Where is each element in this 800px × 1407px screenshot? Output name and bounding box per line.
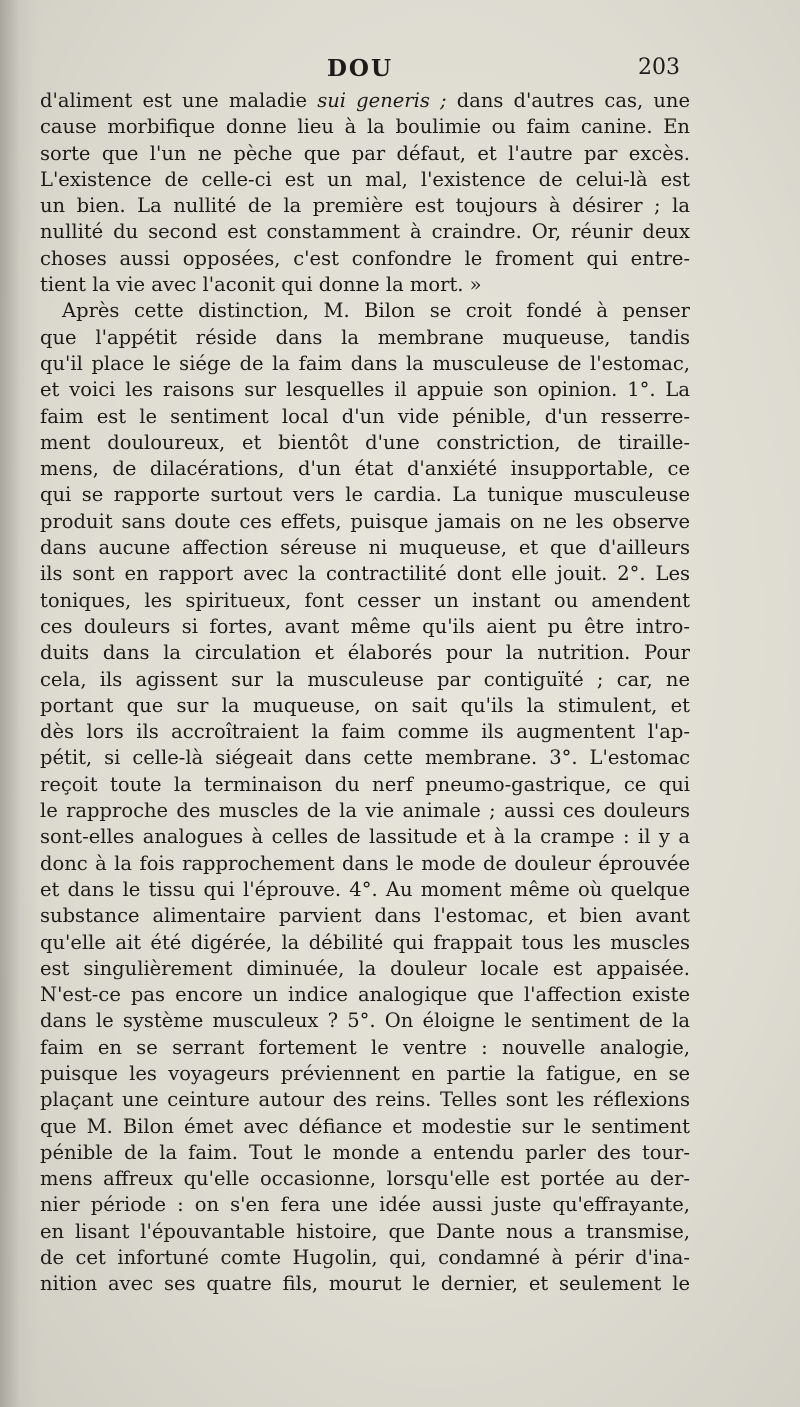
text-line — [40, 745, 690, 771]
line-text: Après cette distinction, M. Bilon se croit fondé à penser — [62, 299, 690, 323]
line-text: tient la vie avec l'aconit qui donne la mort. » — [40, 273, 482, 297]
text-line — [40, 377, 690, 403]
text-line — [40, 693, 690, 719]
text-line — [40, 1114, 690, 1140]
text-line — [40, 88, 690, 114]
text-line — [40, 982, 690, 1008]
line-text: toniques, les spiritueux, font cesser un instant ou amendent — [40, 588, 690, 612]
line-text: et dans le tissu qui l'éprouve. 4°. Au moment même où quelque — [40, 877, 690, 901]
text-line — [40, 1140, 690, 1166]
line-text: nition avec ses quatre fils, mourut le dernier, et seulement le — [40, 1272, 690, 1296]
text-line — [40, 456, 690, 482]
line-text: sorte que l'un ne pèche que par défaut, et l'autre par excès. — [40, 141, 690, 165]
text-line — [40, 535, 690, 561]
text-line — [40, 1192, 690, 1218]
text-line — [40, 640, 690, 666]
text-line — [40, 719, 690, 745]
line-text: duits dans la circulation et élaborés pour la nutrition. Pour — [40, 641, 690, 665]
running-head: DOU — [326, 55, 394, 82]
line-text: un bien. La nullité de la première est toujours à désirer ; la — [40, 194, 690, 218]
line-text: faim est le sentiment local d'un vide pénible, d'un resserre- — [40, 404, 690, 428]
line-text: donc à la fois rapprochement dans le mode de douleur éprouvée — [40, 851, 690, 875]
line-text: plaçant une ceinture autour des reins. Telles sont les réflexions — [40, 1088, 690, 1112]
body-text — [40, 88, 690, 1298]
text-line — [40, 1166, 690, 1192]
text-line — [40, 561, 690, 587]
line-text: faim en se serrant fortement le ventre : nouvelle analogie, — [40, 1035, 690, 1059]
line-text: le rapproche des muscles de la vie animale ; aussi ces douleurs — [40, 799, 690, 823]
line-text: portant que sur la muqueuse, on sait qu'ils la stimulent, et — [40, 693, 690, 717]
text-line — [40, 798, 690, 824]
text-line — [40, 1061, 690, 1087]
line-text: L'existence de celle-ci est un mal, l'existence de celui-là est — [40, 167, 690, 191]
line-text: en lisant l'épouvantable histoire, que Dante nous a transmise, — [40, 1219, 690, 1243]
text-line — [40, 667, 690, 693]
text-line — [40, 851, 690, 877]
line-text: dans le système musculeux ? 5°. On éloigne le sentiment de la — [40, 1009, 690, 1033]
text-line — [40, 824, 690, 850]
line-text: N'est-ce pas encore un indice analogique que l'affection existe — [40, 983, 690, 1007]
text-line — [40, 219, 690, 245]
line-text: choses aussi opposées, c'est confondre le froment qui entre- — [40, 246, 690, 270]
line-text: qui se rapporte surtout vers le cardia. La tunique musculeuse — [40, 483, 690, 507]
text-line — [40, 404, 690, 430]
line-text: d'aliment est une maladie — [40, 89, 318, 112]
binding-shadow — [0, 0, 40, 1407]
line-text: que l'appétit réside dans la membrane muqueuse, tandis — [40, 325, 690, 349]
line-text: de cet infortuné comte Hugolin, qui, condamné à périr d'ina- — [40, 1246, 690, 1270]
italic-phrase: sui generis ; — [317, 89, 447, 112]
text-line — [40, 509, 690, 535]
text-line — [40, 246, 690, 272]
text-line — [40, 272, 690, 298]
text-line — [40, 325, 690, 351]
text-line — [40, 351, 690, 377]
line-text: qu'elle ait été digérée, la débilité qui frappait tous les muscles — [40, 930, 690, 954]
text-line — [40, 772, 690, 798]
text-line — [40, 1035, 690, 1061]
page-number: 203 — [638, 55, 680, 80]
line-text: qu'il place le siége de la faim dans la musculeuse de l'estomac, — [40, 351, 690, 375]
text-line — [40, 588, 690, 614]
text-line — [40, 430, 690, 456]
line-text: dans d'autres cas, une — [446, 89, 690, 112]
line-text: reçoit toute la terminaison du nerf pneumo-gastrique, ce qui — [40, 772, 690, 796]
line-text: dans aucune affection séreuse ni muqueuse, et que d'ailleurs — [40, 536, 690, 560]
line-text: substance alimentaire parvient dans l'estomac, et bien avant — [40, 904, 690, 928]
line-text: sont-elles analogues à celles de lassitude et à la crampe : il y a — [40, 825, 690, 849]
line-text: ces douleurs si fortes, avant même qu'ils aient pu être intro- — [40, 614, 690, 638]
text-line — [40, 141, 690, 167]
line-text: dès lors ils accroîtraient la faim comme ils augmentent l'ap- — [40, 720, 690, 744]
text-line — [40, 114, 690, 140]
line-text: cela, ils agissent sur la musculeuse par contiguïté ; car, ne — [40, 667, 690, 691]
line-text: ment douloureux, et bientôt d'une constriction, de tiraille- — [40, 430, 690, 454]
line-text: nier période : on s'en fera une idée aussi juste qu'effrayante, — [40, 1193, 690, 1217]
text-line — [40, 167, 690, 193]
text-line — [40, 1245, 690, 1271]
line-text: nullité du second est constamment à craindre. Or, réunir deux — [40, 220, 690, 244]
line-text: cause morbifique donne lieu à la boulimie ou faim canine. En — [40, 115, 690, 139]
line-text: est singulièrement diminuée, la douleur locale est appaisée. — [40, 956, 690, 980]
page-header — [40, 55, 680, 85]
line-text: que M. Bilon émet avec défiance et modestie sur le sentiment — [40, 1114, 690, 1138]
line-text: puisque les voyageurs préviennent en partie la fatigue, en se — [40, 1061, 690, 1085]
text-line — [40, 193, 690, 219]
line-text: mens, de dilacérations, d'un état d'anxiété insupportable, ce — [40, 457, 690, 481]
text-line — [40, 614, 690, 640]
text-line — [40, 298, 690, 324]
text-line — [40, 482, 690, 508]
text-line — [40, 1087, 690, 1113]
text-line — [40, 877, 690, 903]
text-line — [40, 930, 690, 956]
text-line — [40, 956, 690, 982]
line-text: ils sont en rapport avec la contractilité dont elle jouit. 2°. Les — [40, 562, 690, 586]
line-text: et voici les raisons sur lesquelles il appuie son opinion. 1°. La — [40, 378, 690, 402]
line-text: pétit, si celle-là siégeait dans cette membrane. 3°. L'estomac — [40, 746, 690, 770]
text-line — [40, 1271, 690, 1297]
line-text: produit sans doute ces effets, puisque jamais on ne les observe — [40, 509, 690, 533]
text-line — [40, 903, 690, 929]
line-text: pénible de la faim. Tout le monde a entendu parler des tour- — [40, 1140, 690, 1164]
text-line — [40, 1008, 690, 1034]
text-line — [40, 1219, 690, 1245]
line-text: mens affreux qu'elle occasionne, lorsqu'elle est portée au der- — [40, 1167, 690, 1191]
